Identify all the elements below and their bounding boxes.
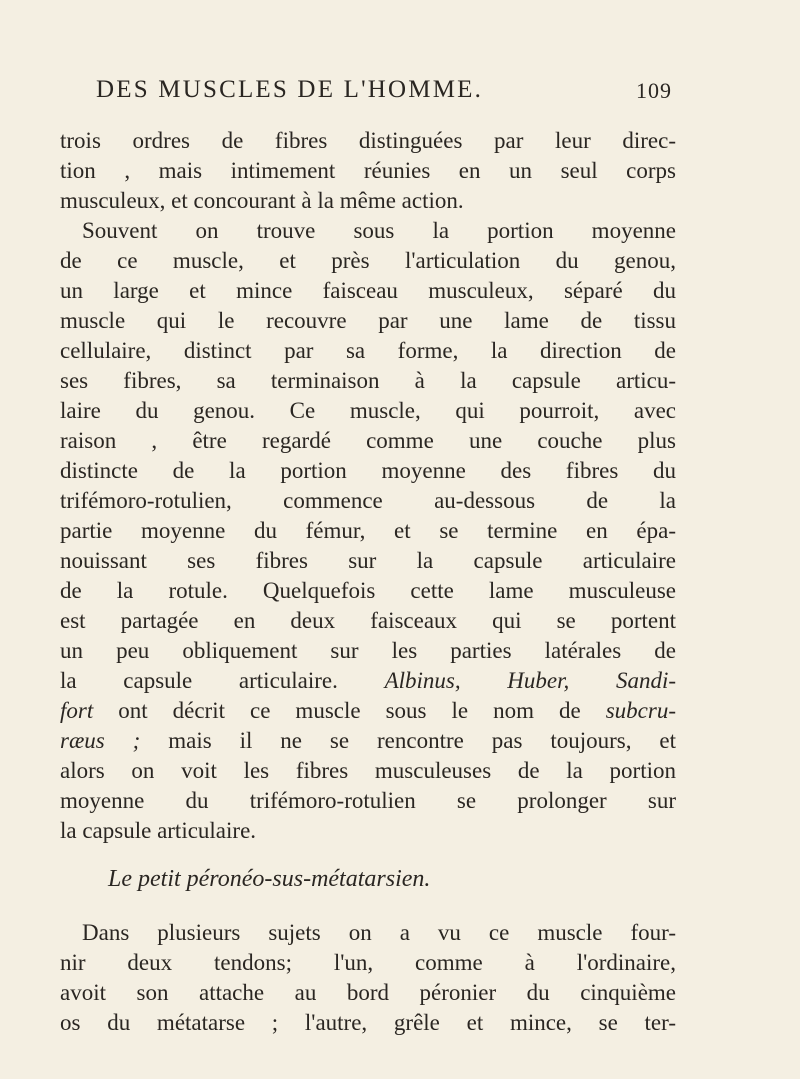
text-line: un large et mince faisceau musculeux, séparé du xyxy=(60,278,676,303)
cited-author: fort xyxy=(60,698,94,723)
text-line: cellulaire, distinct par sa forme, la direction de xyxy=(60,338,676,363)
section-heading: Le petit péronéo-sus-métatarsien. xyxy=(108,866,431,892)
text-line xyxy=(60,726,676,760)
text-line: de la rotule. Quelquefois cette lame musculeuse xyxy=(60,578,676,603)
text-line: moyenne du trifémoro-rotulien se prolonger sur xyxy=(60,788,676,813)
text-line: ses fibres, sa terminaison à la capsule articu- xyxy=(60,368,676,393)
text-line: Dans plusieurs sujets on a vu ce muscle four- xyxy=(82,920,676,945)
text-line: os du métatarse ; l'autre, grêle et mince, se ter- xyxy=(60,1010,676,1035)
text-line: distincte de la portion moyenne des fibres du xyxy=(60,458,676,483)
latin-term: subcru- xyxy=(605,698,676,723)
text-line: trois ordres de fibres distinguées par leur direc- xyxy=(60,128,676,153)
text-line: trifémoro-rotulien, commence au-dessous de la xyxy=(60,488,676,513)
text-line: raison , être regardé comme une couche plus xyxy=(60,428,676,453)
text-line: avoit son attache au bord péronier du cinquième xyxy=(60,980,676,1005)
text-line: tion , mais intimement réunies en un seul corps xyxy=(60,158,676,183)
text-run: ont décrit ce muscle sous le nom de xyxy=(93,698,606,723)
text-line: nouissant ses fibres sur la capsule articulaire xyxy=(60,548,676,573)
text-line xyxy=(60,666,676,700)
text-line: muscle qui le recouvre par une lame de tissu xyxy=(60,308,676,333)
text-line: laire du genou. Ce muscle, qui pourroit, avec xyxy=(60,398,676,423)
cited-authors: Albinus, Huber, Sandi- xyxy=(384,668,676,693)
text-run: la capsule articulaire. xyxy=(60,668,385,693)
text-line: de ce muscle, et près l'articulation du genou, xyxy=(60,248,676,273)
text-line: musculeux, et concourant à la même action. xyxy=(60,188,464,213)
text-run: mais il ne se rencontre pas toujours, et xyxy=(140,728,676,753)
running-head xyxy=(96,76,672,116)
latin-term: ræus ; xyxy=(60,728,141,753)
page-number: 109 xyxy=(636,78,672,103)
text-line: Souvent on trouve sous la portion moyenne xyxy=(82,218,676,243)
text-line: partie moyenne du fémur, et se termine en épa- xyxy=(60,518,676,543)
text-line: un peu obliquement sur les parties latérales de xyxy=(60,638,676,663)
text-line: la capsule articulaire. xyxy=(60,818,257,843)
text-line: est partagée en deux faisceaux qui se portent xyxy=(60,608,676,633)
text-line: nir deux tendons; l'un, comme à l'ordinaire, xyxy=(60,950,676,975)
text-line: alors on voit les fibres musculeuses de la portion xyxy=(60,758,676,783)
text-line xyxy=(60,696,676,730)
running-head-title: DES MUSCLES DE L'HOMME. xyxy=(96,76,484,103)
